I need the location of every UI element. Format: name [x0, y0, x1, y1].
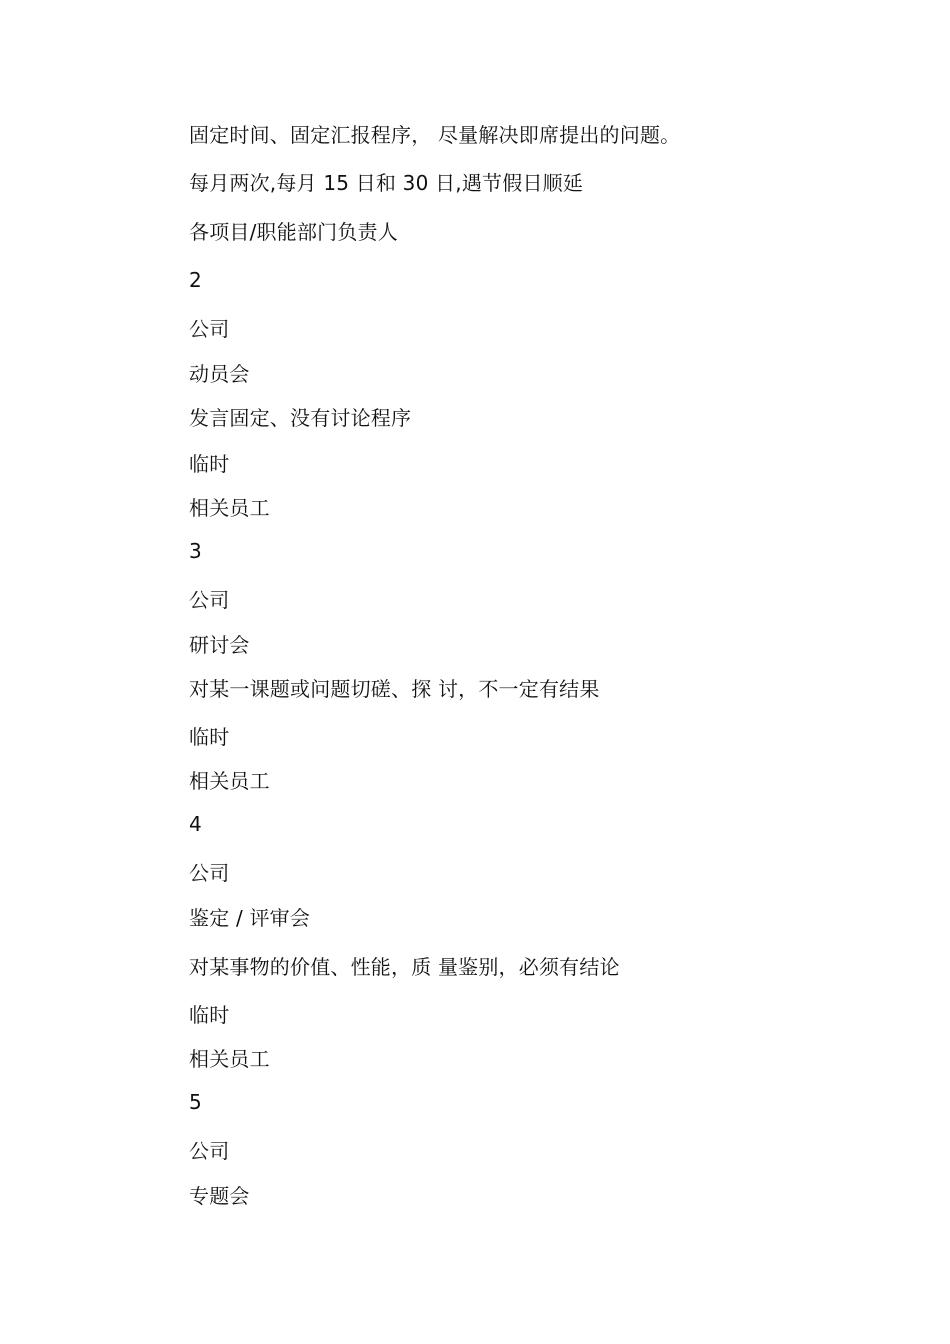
text-line-meeting-procedure: 固定时间、固定汇报程序， 尽量解决即席提出的问题。 [189, 123, 681, 147]
text-line-meeting-frequency: 每月两次,每月 15 日和 30 日,遇节假日顺延 [189, 171, 584, 195]
text-line-meeting-frequency: 临时 [189, 1003, 230, 1027]
text-line-meeting-type: 专题会 [189, 1184, 250, 1208]
row-number-4: 4 [189, 812, 202, 836]
text-line-meeting-type: 研讨会 [189, 633, 250, 657]
text-line-participants: 各项目/职能部门负责人 [189, 220, 398, 244]
row-number-5: 5 [189, 1090, 202, 1114]
text-line-meeting-frequency: 临时 [189, 725, 230, 749]
text-line-meeting-description: 对某事物的价值、性能，质 量鉴别，必须有结论 [189, 955, 620, 979]
text-line-participants: 相关员工 [189, 769, 270, 793]
row-number-3: 3 [189, 539, 202, 563]
text-line-meeting-type: 鉴定 / 评审会 [189, 906, 311, 930]
text-line-participants: 相关员工 [189, 1047, 270, 1071]
text-line-meeting-description: 发言固定、没有讨论程序 [189, 406, 412, 430]
text-line-organizer: 公司 [189, 317, 230, 341]
text-line-meeting-frequency: 临时 [189, 452, 230, 476]
text-line-organizer: 公司 [189, 861, 230, 885]
text-line-meeting-type: 动员会 [189, 362, 250, 386]
text-line-meeting-description: 对某一课题或问题切磋、探 讨，不一定有结果 [189, 677, 600, 701]
text-line-organizer: 公司 [189, 588, 230, 612]
text-line-participants: 相关员工 [189, 496, 270, 520]
row-number-2: 2 [189, 268, 202, 292]
text-line-organizer: 公司 [189, 1139, 230, 1163]
